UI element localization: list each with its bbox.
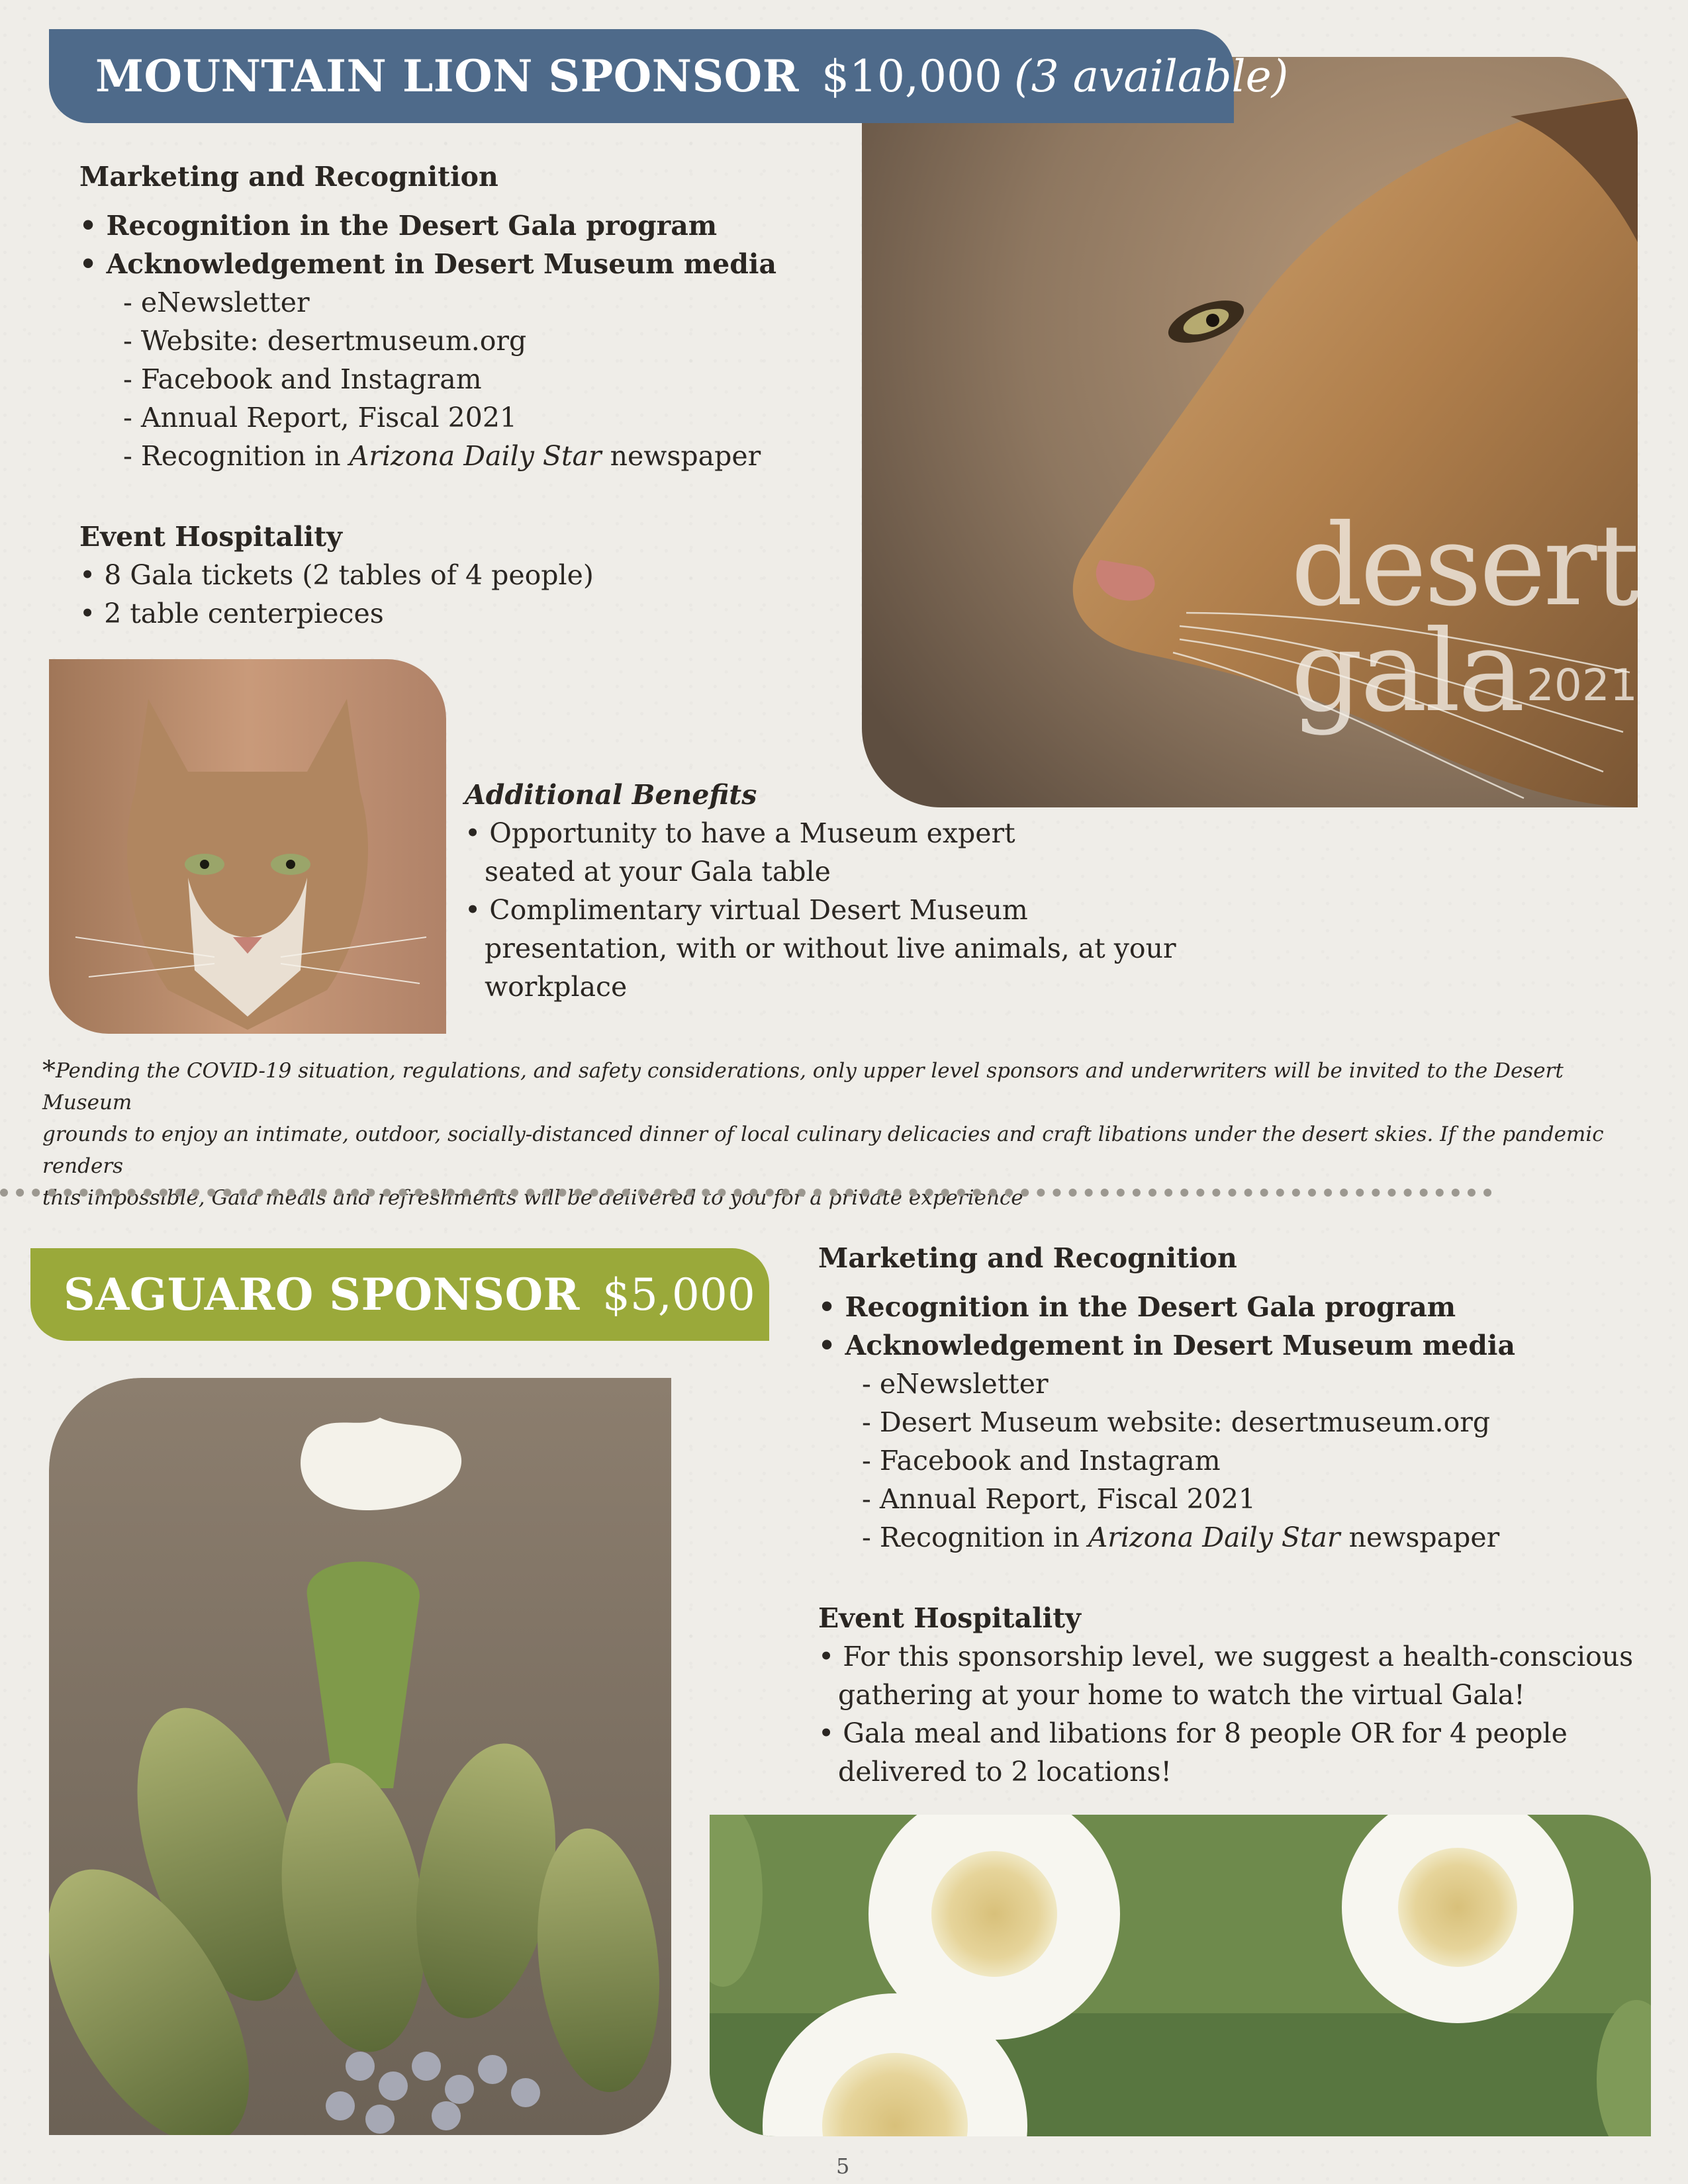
list-item: - Annual Report, Fiscal 2021 [123, 402, 518, 433]
lion-marketing-section [79, 158, 861, 475]
saguaro-flowers-photo [710, 1815, 1651, 2136]
desert-gala-logo [1291, 500, 1638, 741]
list-item: • Recognition in the Desert Gala program [79, 210, 718, 242]
hospitality-heading: Event Hospitality [79, 521, 343, 553]
list-item: • For this sponsorship level, we suggest a health-conscious [818, 1641, 1634, 1672]
saguaro-buds-photo [49, 1378, 671, 2135]
footnote-line: grounds to enjoy an intimate, outdoor, socially-distanced dinner of local culinary delicacies and craft libations under the desert skies. If the pandemic renders [42, 1122, 1604, 1178]
list-item: • Acknowledgement in Desert Museum media [818, 1330, 1516, 1361]
list-item [79, 437, 861, 475]
list-item: - Facebook and Instagram [862, 1445, 1221, 1477]
saguaro-sponsor-banner [30, 1248, 769, 1341]
footnote-marker: * [42, 1056, 56, 1086]
page-number: 5 [836, 2154, 850, 2179]
list-item: • Gala meal and libations for 8 people OR for 4 people [818, 1717, 1568, 1749]
footnote-line: this impossible, Gala meals and refreshments will be delivered to you for a private experience [42, 1186, 1023, 1210]
marketing-heading: Marketing and Recognition [79, 161, 498, 193]
logo-word-gala: gala [1291, 606, 1523, 737]
mountain-lion-sponsor-banner [49, 29, 1289, 123]
list-item: • Recognition in the Desert Gala program [818, 1291, 1456, 1323]
list-item: • 8 Gala tickets (2 tables of 4 people) [79, 559, 594, 591]
marketing-heading: Marketing and Recognition [818, 1242, 1237, 1274]
mountain-lion-front-photo [49, 659, 446, 1034]
logo-year: 2021 [1526, 660, 1638, 711]
list-item: - Website: desertmuseum.org [123, 325, 527, 357]
hospitality-heading: Event Hospitality [818, 1602, 1082, 1634]
sponsor-title: SAGUARO SPONSOR [64, 1269, 580, 1320]
newspaper-suffix: newspaper [1340, 1522, 1500, 1553]
list-item: • Opportunity to have a Museum expert [465, 817, 1015, 849]
list-item: delivered to 2 locations! [838, 1756, 1172, 1788]
list-item: • 2 table centerpieces [79, 598, 384, 629]
lion-additional-benefits [465, 776, 1325, 1006]
list-item: - eNewsletter [862, 1368, 1049, 1400]
logo-word-desert: desert [1291, 500, 1637, 631]
sponsor-availability: (3 available) [1013, 50, 1289, 102]
newspaper-suffix: newspaper [601, 440, 761, 472]
list-item: - eNewsletter [123, 287, 310, 318]
newspaper-name: Arizona Daily Star [1088, 1522, 1340, 1553]
footnote-line [42, 1055, 1658, 1118]
sponsor-title: MOUNTAIN LION SPONSOR [95, 50, 800, 102]
list-item: - Facebook and Instagram [123, 363, 482, 395]
lion-hospitality-section [79, 518, 861, 633]
saguaro-marketing-section [818, 1239, 1665, 1557]
newspaper-name: Arizona Daily Star [349, 440, 602, 472]
list-item: gathering at your home to watch the virtual Gala! [838, 1679, 1525, 1711]
list-item [818, 1518, 1665, 1557]
footnote-text: Pending the COVID-19 situation, regulations, and safety considerations, only upper level sponsors and underwriters will be invited to the Desert Museum [42, 1059, 1564, 1115]
list-item: • Complimentary virtual Desert Museum [465, 894, 1028, 926]
list-item: • Acknowledgement in Desert Museum media [79, 248, 777, 280]
list-item: - Desert Museum website: desertmuseum.org [862, 1406, 1491, 1438]
sponsor-price: $5,000 [602, 1269, 755, 1320]
section-divider [0, 1189, 1492, 1197]
saguaro-hospitality-section [818, 1599, 1665, 1791]
newspaper-prefix: - Recognition in [123, 440, 350, 472]
additional-heading: Additional Benefits [465, 779, 757, 811]
newspaper-prefix: - Recognition in [862, 1522, 1088, 1553]
list-item: presentation, with or without live animals, at your workplace [485, 933, 1176, 1003]
sponsor-price: $10,000 [821, 50, 1002, 102]
list-item: seated at your Gala table [485, 856, 831, 887]
list-item: - Annual Report, Fiscal 2021 [862, 1483, 1256, 1515]
